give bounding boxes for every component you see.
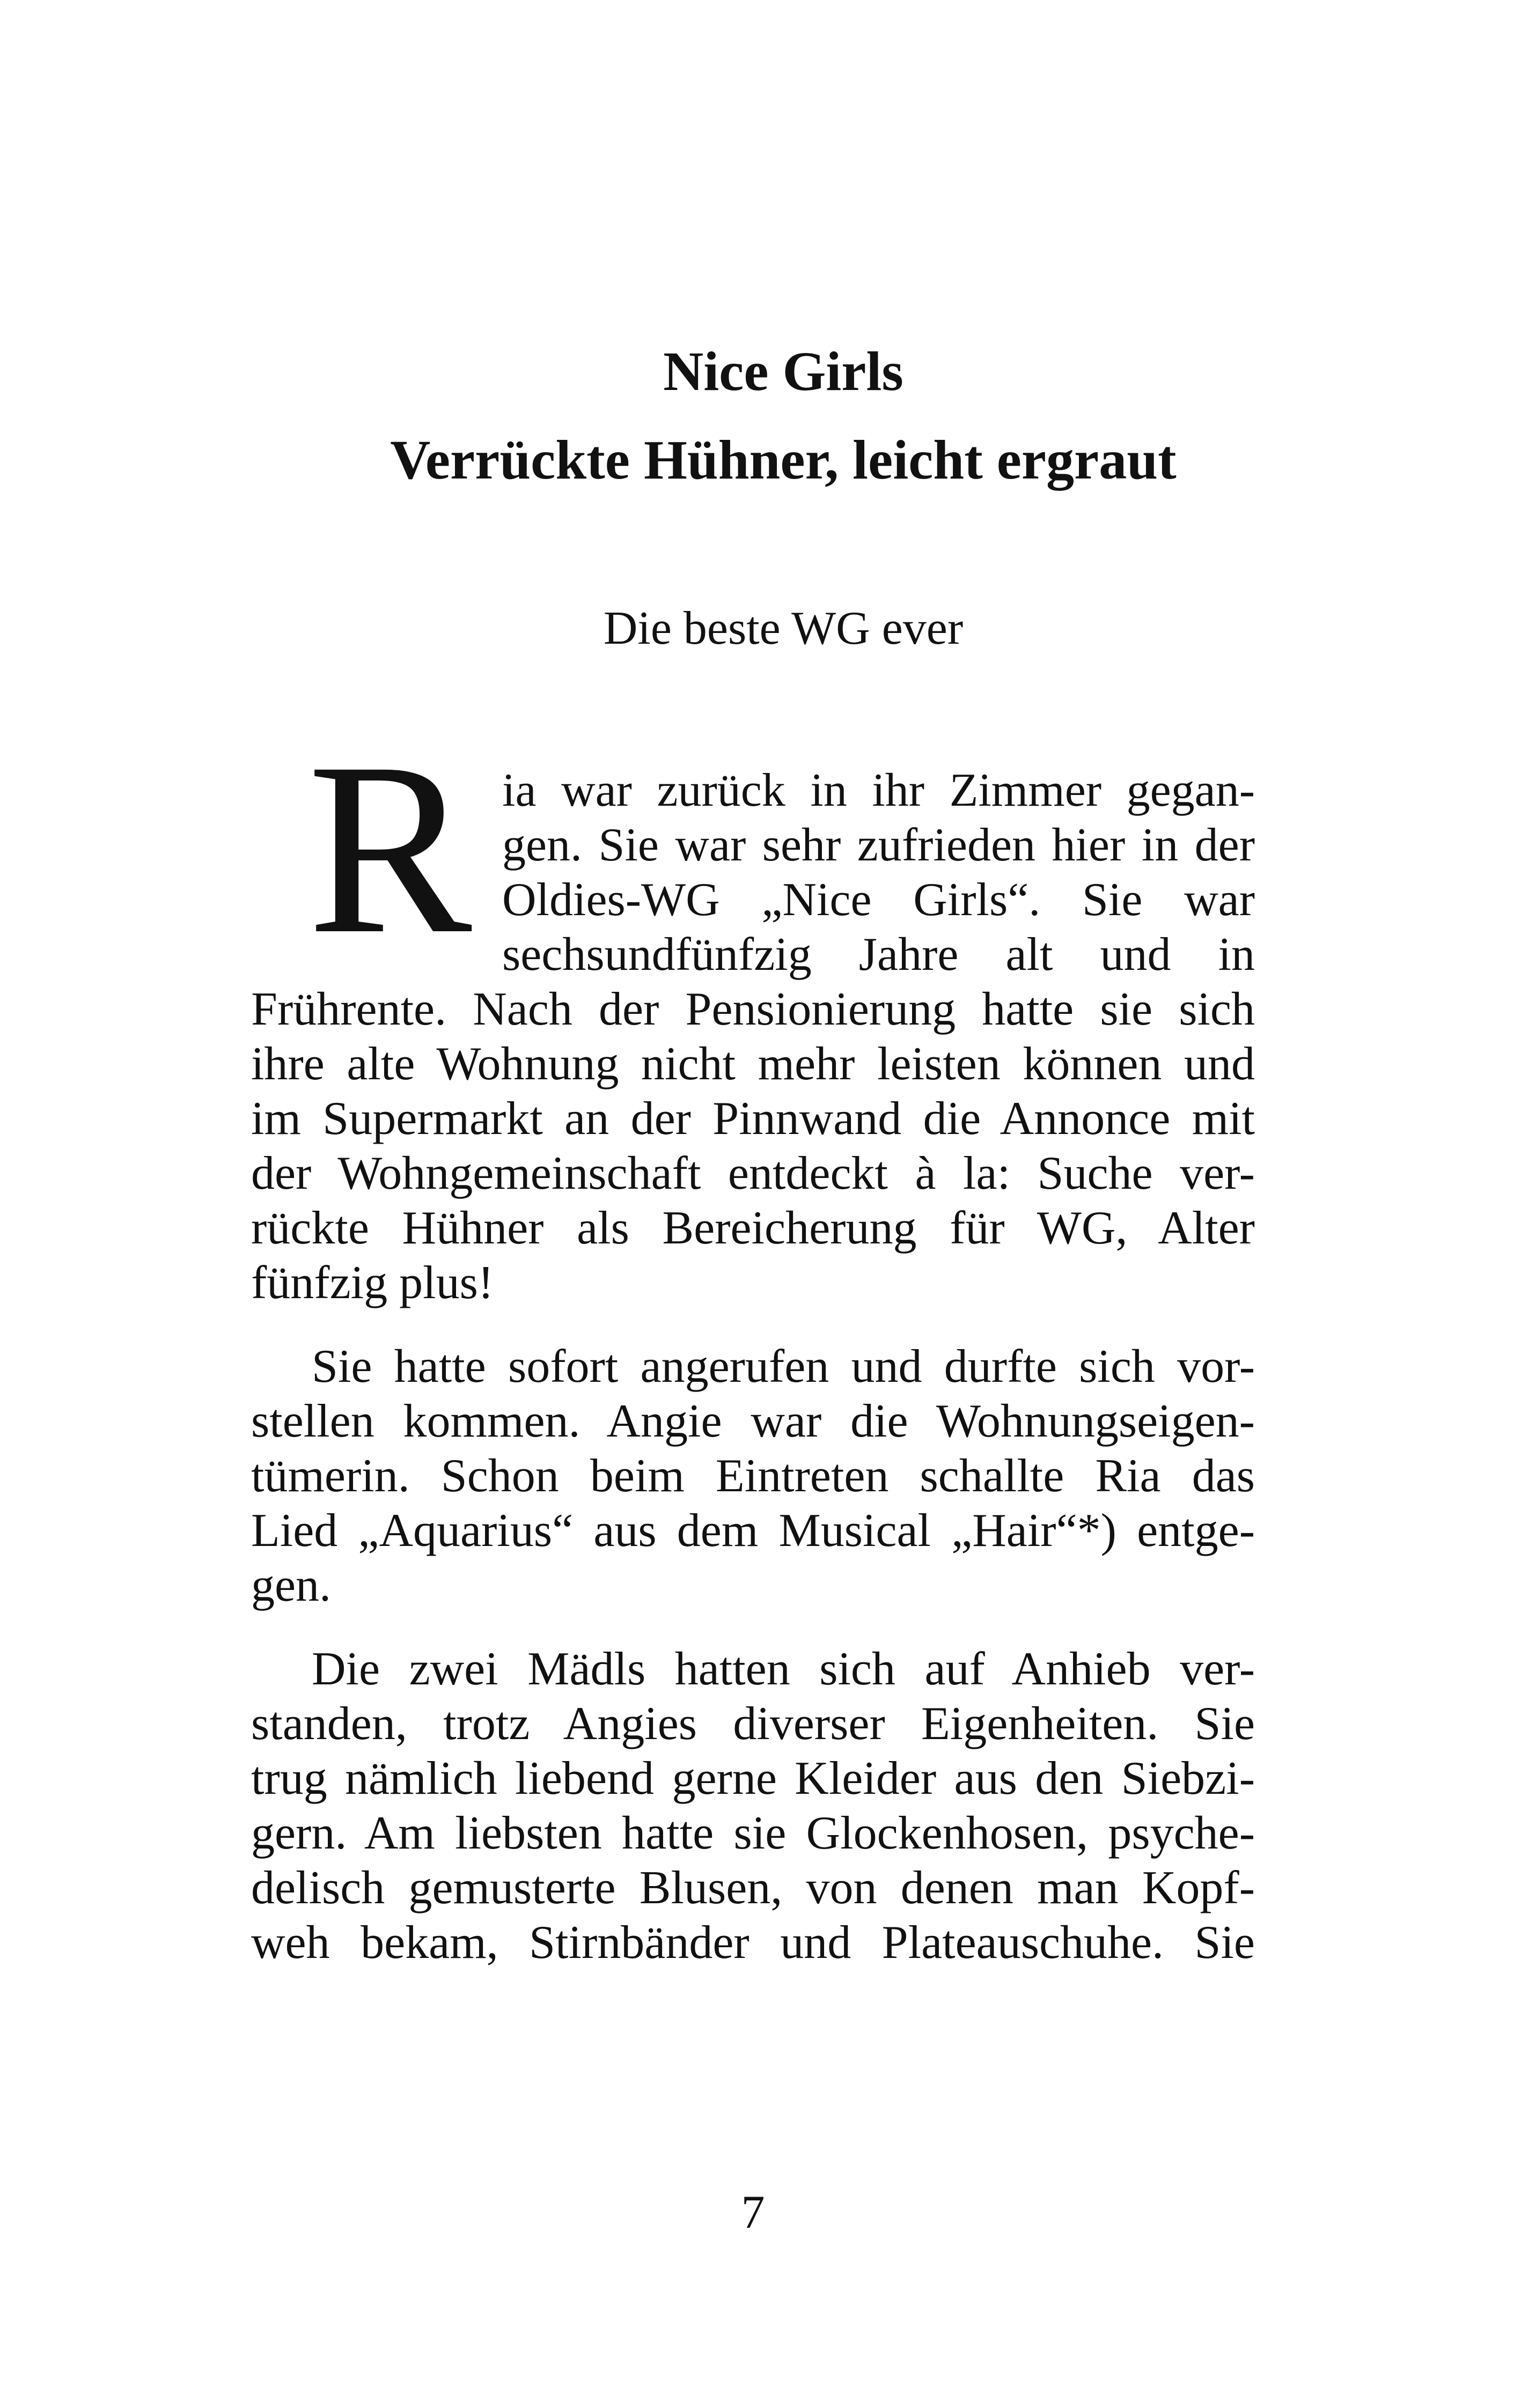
text-line: Oldies-WG „Nice Girls“. Sie war: [502, 874, 1255, 926]
text-line: ihre alte Wohnung nicht mehr leisten können und: [251, 1038, 1255, 1090]
text-line: weh bekam, Stirnbänder und Plateauschuhe. Sie: [251, 1917, 1255, 1969]
text-line: fünfzig plus!: [251, 1257, 494, 1309]
text-line: gen.: [251, 1559, 332, 1611]
paragraph: [251, 1642, 1255, 1970]
paragraph: [251, 763, 1255, 1310]
text-line: tümerin. Schon beim Eintreten schallte Ria das: [251, 1450, 1255, 1502]
text-line: gen. Sie war sehr zufrieden hier in der: [502, 819, 1255, 871]
chapter-title: Die beste WG ever: [603, 602, 964, 654]
text-line: rückte Hühner als Bereicherung für WG, Alter: [251, 1202, 1255, 1254]
text-line: Lied „Aquarius“ aus dem Musical „Hair“*) entge-: [251, 1505, 1255, 1557]
paragraph: [251, 1339, 1255, 1613]
text-line: sechsundfünfzig Jahre alt und in: [502, 929, 1255, 981]
drop-cap: R: [307, 711, 472, 985]
text-line: gern. Am liebsten hatte sie Glockenhosen, psyche-: [251, 1807, 1255, 1859]
page-number: 7: [741, 2186, 765, 2238]
body-text: [251, 763, 1255, 1970]
text-line: stellen kommen. Angie war die Wohnungseigen-: [251, 1395, 1255, 1447]
text-line: der Wohngemeinschaft entdeckt à la: Suche ver-: [251, 1147, 1255, 1199]
text-line: im Supermarkt an der Pinnwand die Annonce mit: [251, 1093, 1255, 1145]
text-line: standen, trotz Angies diverser Eigenheiten. Sie: [251, 1698, 1255, 1750]
text-line: delisch gemusterte Blusen, von denen man Kopf-: [251, 1862, 1255, 1914]
text-line: Sie hatte sofort angerufen und durfte sich vor-: [312, 1341, 1255, 1393]
book-subtitle: Verrückte Hühner, leicht ergraut: [390, 429, 1177, 491]
text-line: trug nämlich liebend gerne Kleider aus den Siebzi-: [251, 1752, 1255, 1805]
book-title: Nice Girls: [663, 341, 903, 402]
text-line: Frührente. Nach der Pensionierung hatte sie sich: [251, 983, 1255, 1035]
text-line: Die zwei Mädls hatten sich auf Anhieb ver-: [312, 1643, 1255, 1695]
text-line: ia war zurück in ihr Zimmer gegan-: [502, 764, 1255, 816]
